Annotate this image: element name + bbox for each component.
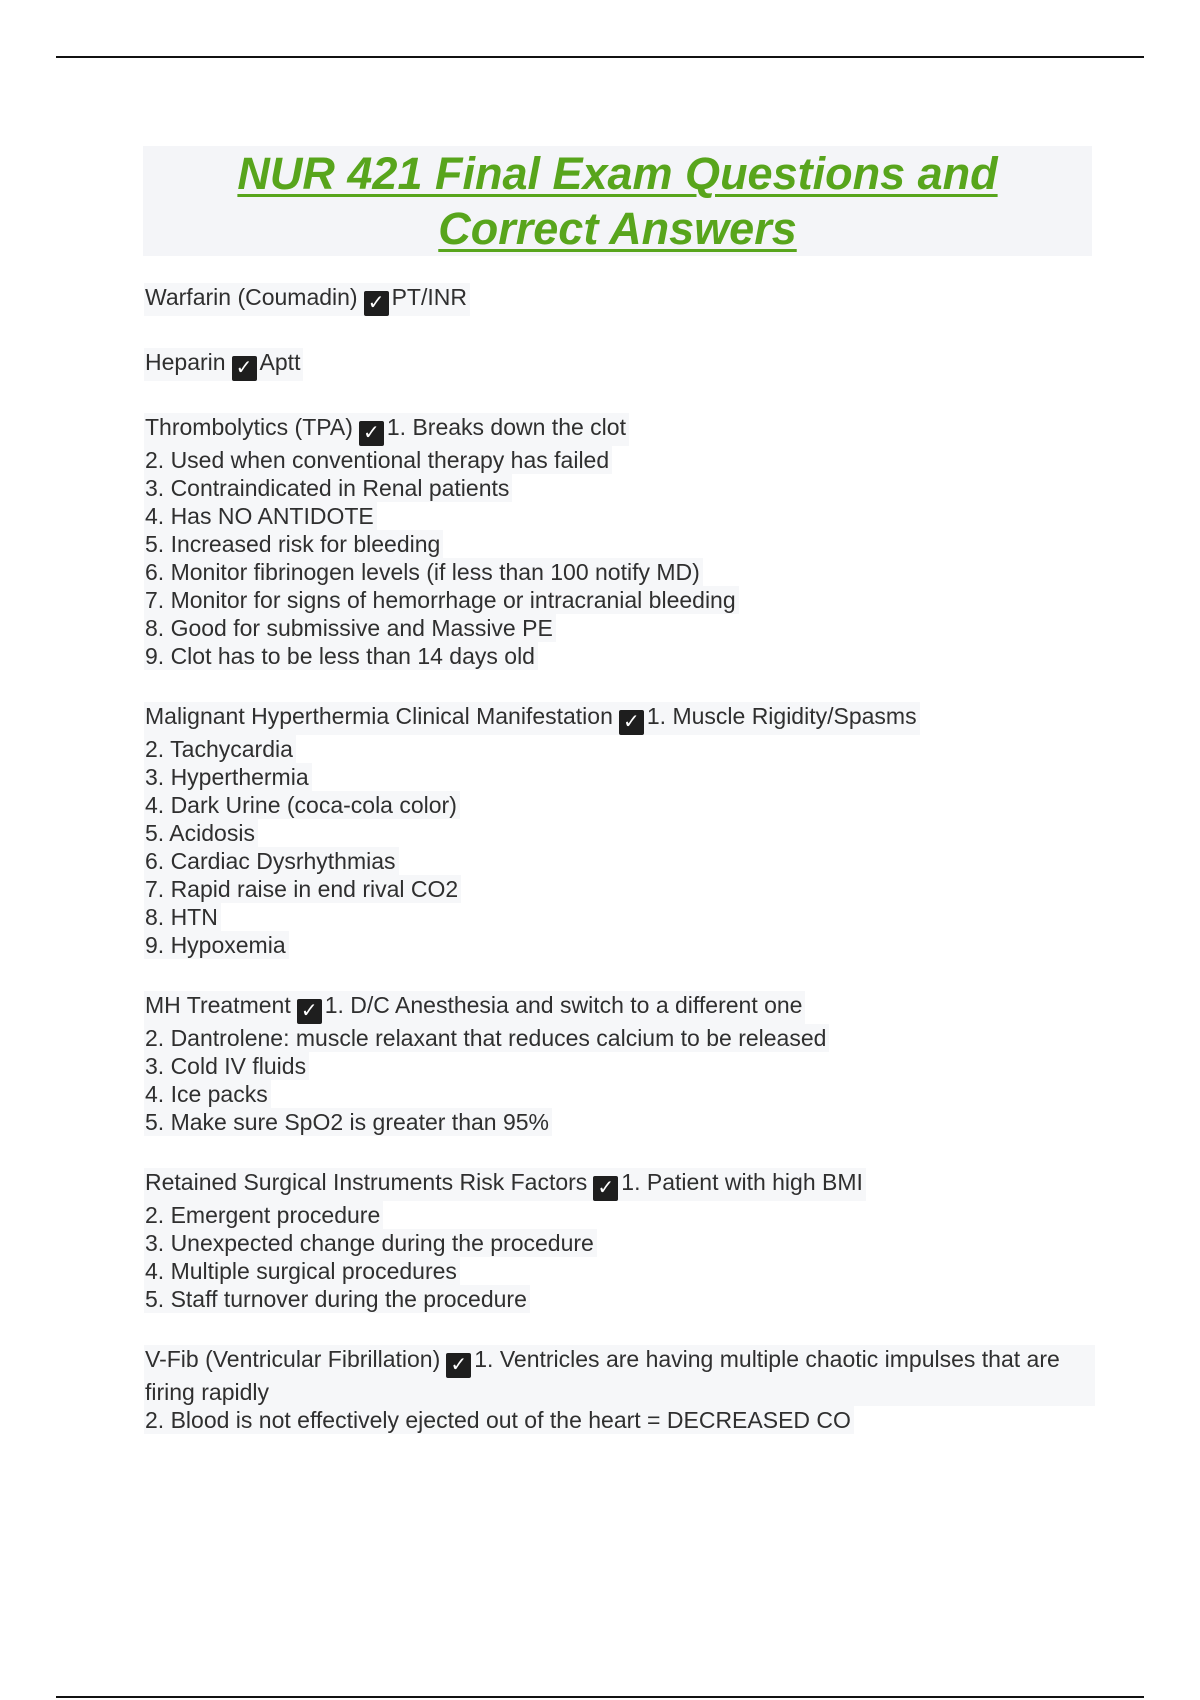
footer-rule [56, 1696, 1144, 1698]
answer-line: 6. Cardiac Dysrhythmias [144, 847, 399, 875]
answer-line: 2. Blood is not effectively ejected out of the heart = DECREASED CO [144, 1406, 854, 1434]
qa-entry-thrombolytics [145, 413, 1095, 670]
term-text: Warfarin (Coumadin) [145, 284, 358, 310]
answer-line: 1. Patient with high BMI [621, 1169, 863, 1195]
answer-line: 5. Make sure SpO2 is greater than 95% [144, 1108, 552, 1136]
checkmark-icon: ✓ [297, 999, 322, 1024]
checkmark-icon: ✓ [619, 710, 644, 735]
checkmark-icon: ✓ [232, 356, 257, 381]
qa-line [144, 348, 303, 381]
answer-line: 8. HTN [144, 903, 221, 931]
qa-line [144, 1345, 1095, 1406]
answer-line: 2. Dantrolene: muscle relaxant that reduces calcium to be released [144, 1024, 829, 1052]
answer-line: 7. Monitor for signs of hemorrhage or intracranial bleeding [144, 586, 739, 614]
checkmark-icon: ✓ [446, 1353, 471, 1378]
qa-entry-warfarin [145, 283, 1095, 316]
answer-line: 4. Dark Urine (coca-cola color) [144, 791, 460, 819]
qa-line [144, 413, 629, 446]
answer-line: 2. Emergent procedure [144, 1201, 383, 1229]
answer-line: 1. Ventricles are having multiple chaotic impulses that are firing rapidly [145, 1346, 1060, 1405]
answer-line: 6. Monitor fibrinogen levels (if less than 100 notify MD) [144, 558, 703, 586]
checkmark-icon: ✓ [364, 291, 389, 316]
answer-line: 8. Good for submissive and Massive PE [144, 614, 556, 642]
answer-line: 4. Multiple surgical procedures [144, 1257, 460, 1285]
qa-list [145, 283, 1095, 1466]
answer-line: 1. Breaks down the clot [386, 414, 626, 440]
qa-entry-malignant-hyperthermia [145, 702, 1095, 959]
answer-line: 4. Ice packs [144, 1080, 271, 1108]
checkmark-icon: ✓ [593, 1176, 618, 1201]
answer-line: Aptt [259, 349, 301, 375]
qa-entry-vfib [145, 1345, 1095, 1434]
qa-entry-mh-treatment [145, 991, 1095, 1136]
answer-line: 5. Increased risk for bleeding [144, 530, 443, 558]
answer-line: 9. Clot has to be less than 14 days old [144, 642, 538, 670]
answer-line: 5. Acidosis [144, 819, 258, 847]
answer-line: 2. Used when conventional therapy has failed [144, 446, 612, 474]
answer-line: 5. Staff turnover during the procedure [144, 1285, 530, 1313]
answer-line: 7. Rapid raise in end rival CO2 [144, 875, 461, 903]
qa-entry-retained-instruments [145, 1168, 1095, 1313]
header-rule [56, 56, 1144, 58]
document-title [143, 146, 1092, 256]
qa-line [144, 1168, 866, 1201]
term-text: MH Treatment [145, 992, 291, 1018]
term-text: Heparin [145, 349, 226, 375]
qa-line [144, 991, 805, 1024]
answer-line: 1. Muscle Rigidity/Spasms [646, 703, 917, 729]
term-text: Malignant Hyperthermia Clinical Manifestation [145, 703, 613, 729]
qa-line [144, 702, 920, 735]
answer-line: 3. Cold IV fluids [144, 1052, 309, 1080]
answer-line: 1. D/C Anesthesia and switch to a different one [324, 992, 803, 1018]
title-line-1: NUR 421 Final Exam Questions and [237, 148, 998, 199]
answer-line: 3. Unexpected change during the procedure [144, 1229, 597, 1257]
answer-line: 4. Has NO ANTIDOTE [144, 502, 377, 530]
qa-line [144, 283, 470, 316]
qa-entry-heparin [145, 348, 1095, 381]
checkmark-icon: ✓ [359, 421, 384, 446]
answer-line: 2. Tachycardia [144, 735, 296, 763]
answer-line: 9. Hypoxemia [144, 931, 289, 959]
term-text: V-Fib (Ventricular Fibrillation) [145, 1346, 441, 1372]
term-text: Retained Surgical Instruments Risk Factors [145, 1169, 588, 1195]
answer-line: 3. Hyperthermia [144, 763, 312, 791]
title-line-2: Correct Answers [438, 203, 797, 254]
term-text: Thrombolytics (TPA) [145, 414, 353, 440]
answer-line: 3. Contraindicated in Renal patients [144, 474, 512, 502]
answer-line: PT/INR [391, 284, 467, 310]
